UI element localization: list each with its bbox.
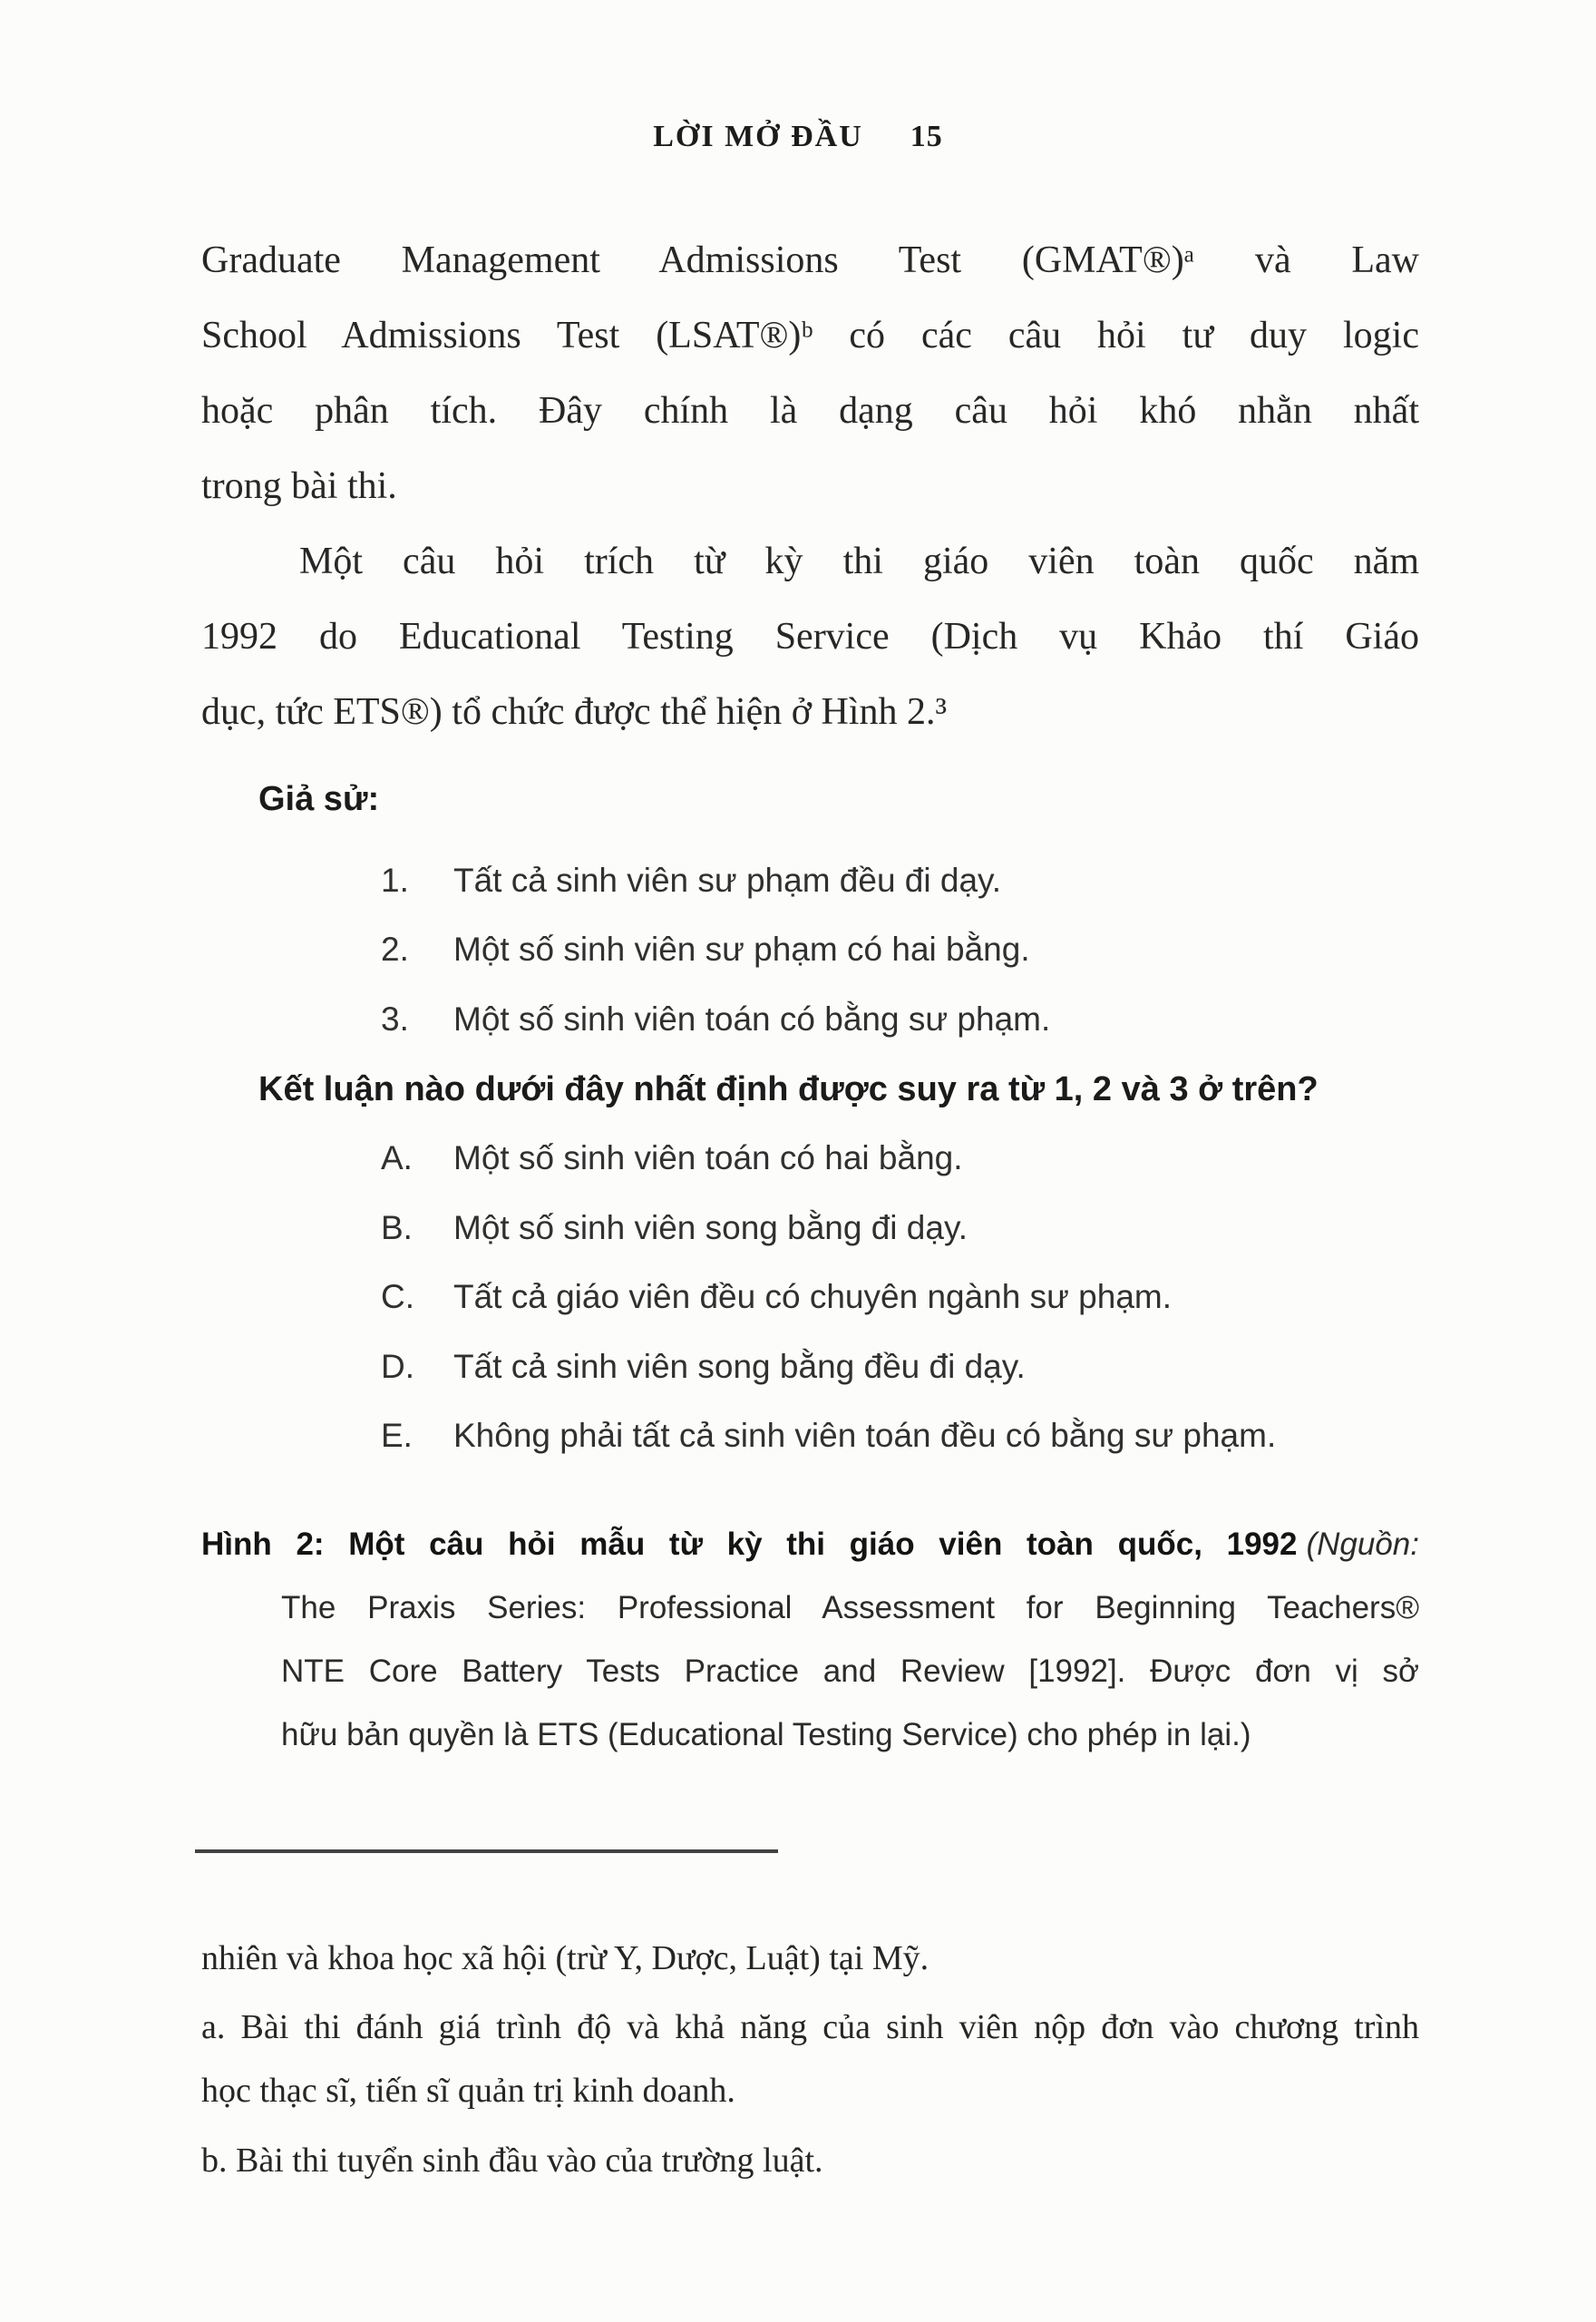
option-letter: E. bbox=[381, 1417, 413, 1454]
text-line: 1992 do Educational Testing Service (Dịch vụ Khảo thí Giáo bbox=[201, 616, 1419, 658]
text-line: a. Bài thi đánh giá trình độ và khả năng của sinh viên nộp đơn vào chương trình bbox=[201, 2008, 1419, 2046]
option-letter: B. bbox=[381, 1209, 413, 1246]
text-line: School Admissions Test (LSAT®)ᵇ có các câu hỏi tư duy logic bbox=[201, 315, 1419, 356]
source-label: (Nguồn: bbox=[1306, 1527, 1419, 1562]
text-line: trong bài thi. bbox=[201, 465, 397, 507]
premise-number: 3. bbox=[381, 1000, 409, 1038]
caption-line: The Praxis Series: Professional Assessment for Beginning Teachers® bbox=[281, 1590, 1419, 1625]
premise-number: 2. bbox=[381, 931, 409, 968]
running-head bbox=[0, 120, 1596, 154]
question-text: Kết luận nào dưới đây nhất định được suy ra từ 1, 2 và 3 ở trên? bbox=[258, 1070, 1319, 1108]
premise-item bbox=[381, 929, 1424, 971]
option-text: Tất cả sinh viên song bằng đều đi dạy. bbox=[453, 1348, 1026, 1385]
option-letter: D. bbox=[381, 1348, 414, 1385]
figure-caption bbox=[201, 1513, 1419, 1767]
caption-line: hữu bản quyền là ETS (Educational Testing Service) cho phép in lại.) bbox=[281, 1717, 1251, 1752]
premise-text: Một số sinh viên toán có bằng sư phạm. bbox=[453, 1000, 1051, 1038]
page-number: 15 bbox=[910, 120, 943, 153]
answer-option bbox=[381, 1346, 1424, 1388]
text-line: học thạc sĩ, tiến sĩ quản trị kinh doanh. bbox=[201, 2072, 735, 2110]
premise-item bbox=[381, 860, 1424, 902]
footnote-a bbox=[201, 1995, 1419, 2122]
caption-line: NTE Core Battery Tests Practice and Review [1992]. Được đơn vị sở bbox=[281, 1654, 1419, 1689]
option-letter: C. bbox=[381, 1278, 414, 1315]
premise-number: 1. bbox=[381, 862, 409, 899]
caption-line bbox=[201, 1513, 1419, 1576]
premise-text: Một số sinh viên sư phạm có hai bằng. bbox=[453, 931, 1030, 968]
footnote-continuation: nhiên và khoa học xã hội (trừ Y, Dược, Luật) tại Mỹ. bbox=[201, 1939, 929, 1977]
answer-option bbox=[381, 1415, 1424, 1457]
footnote-divider bbox=[195, 1849, 778, 1853]
intro-paragraph-1 bbox=[201, 223, 1419, 524]
option-text: Một số sinh viên song bằng đi dạy. bbox=[453, 1209, 968, 1246]
chapter-title: LỜI MỞ ĐẦU bbox=[653, 120, 863, 153]
text-line: dục, tức ETS®) tổ chức được thể hiện ở Hình 2.³ bbox=[201, 691, 948, 733]
answer-option bbox=[381, 1276, 1424, 1318]
intro-paragraph-2 bbox=[201, 524, 1419, 750]
figure-label: Hình 2: Một câu hỏi mẫu từ kỳ thi giáo viên toàn quốc, 1992 bbox=[201, 1527, 1298, 1562]
text-line: Một câu hỏi trích từ kỳ thi giáo viên toàn quốc năm bbox=[299, 541, 1419, 582]
text-line: hoặc phân tích. Đây chính là dạng câu hỏi khó nhằn nhất bbox=[201, 390, 1419, 432]
premises-heading: Giả sử: bbox=[258, 780, 380, 818]
text-line: Graduate Management Admissions Test (GMAT®)ᵃ và Law bbox=[201, 239, 1419, 281]
option-letter: A. bbox=[381, 1139, 413, 1176]
option-text: Không phải tất cả sinh viên toán đều có bằng sư phạm. bbox=[453, 1417, 1277, 1454]
option-text: Tất cả giáo viên đều có chuyên ngành sư phạm. bbox=[453, 1278, 1172, 1315]
footnote-b: b. Bài thi tuyển sinh đầu vào của trường luật. bbox=[201, 2142, 823, 2180]
premise-text: Tất cả sinh viên sư phạm đều đi dạy. bbox=[453, 862, 1002, 899]
option-text: Một số sinh viên toán có hai bằng. bbox=[453, 1139, 963, 1176]
answer-option bbox=[381, 1207, 1424, 1249]
answer-option bbox=[381, 1137, 1424, 1179]
premise-item bbox=[381, 999, 1424, 1040]
